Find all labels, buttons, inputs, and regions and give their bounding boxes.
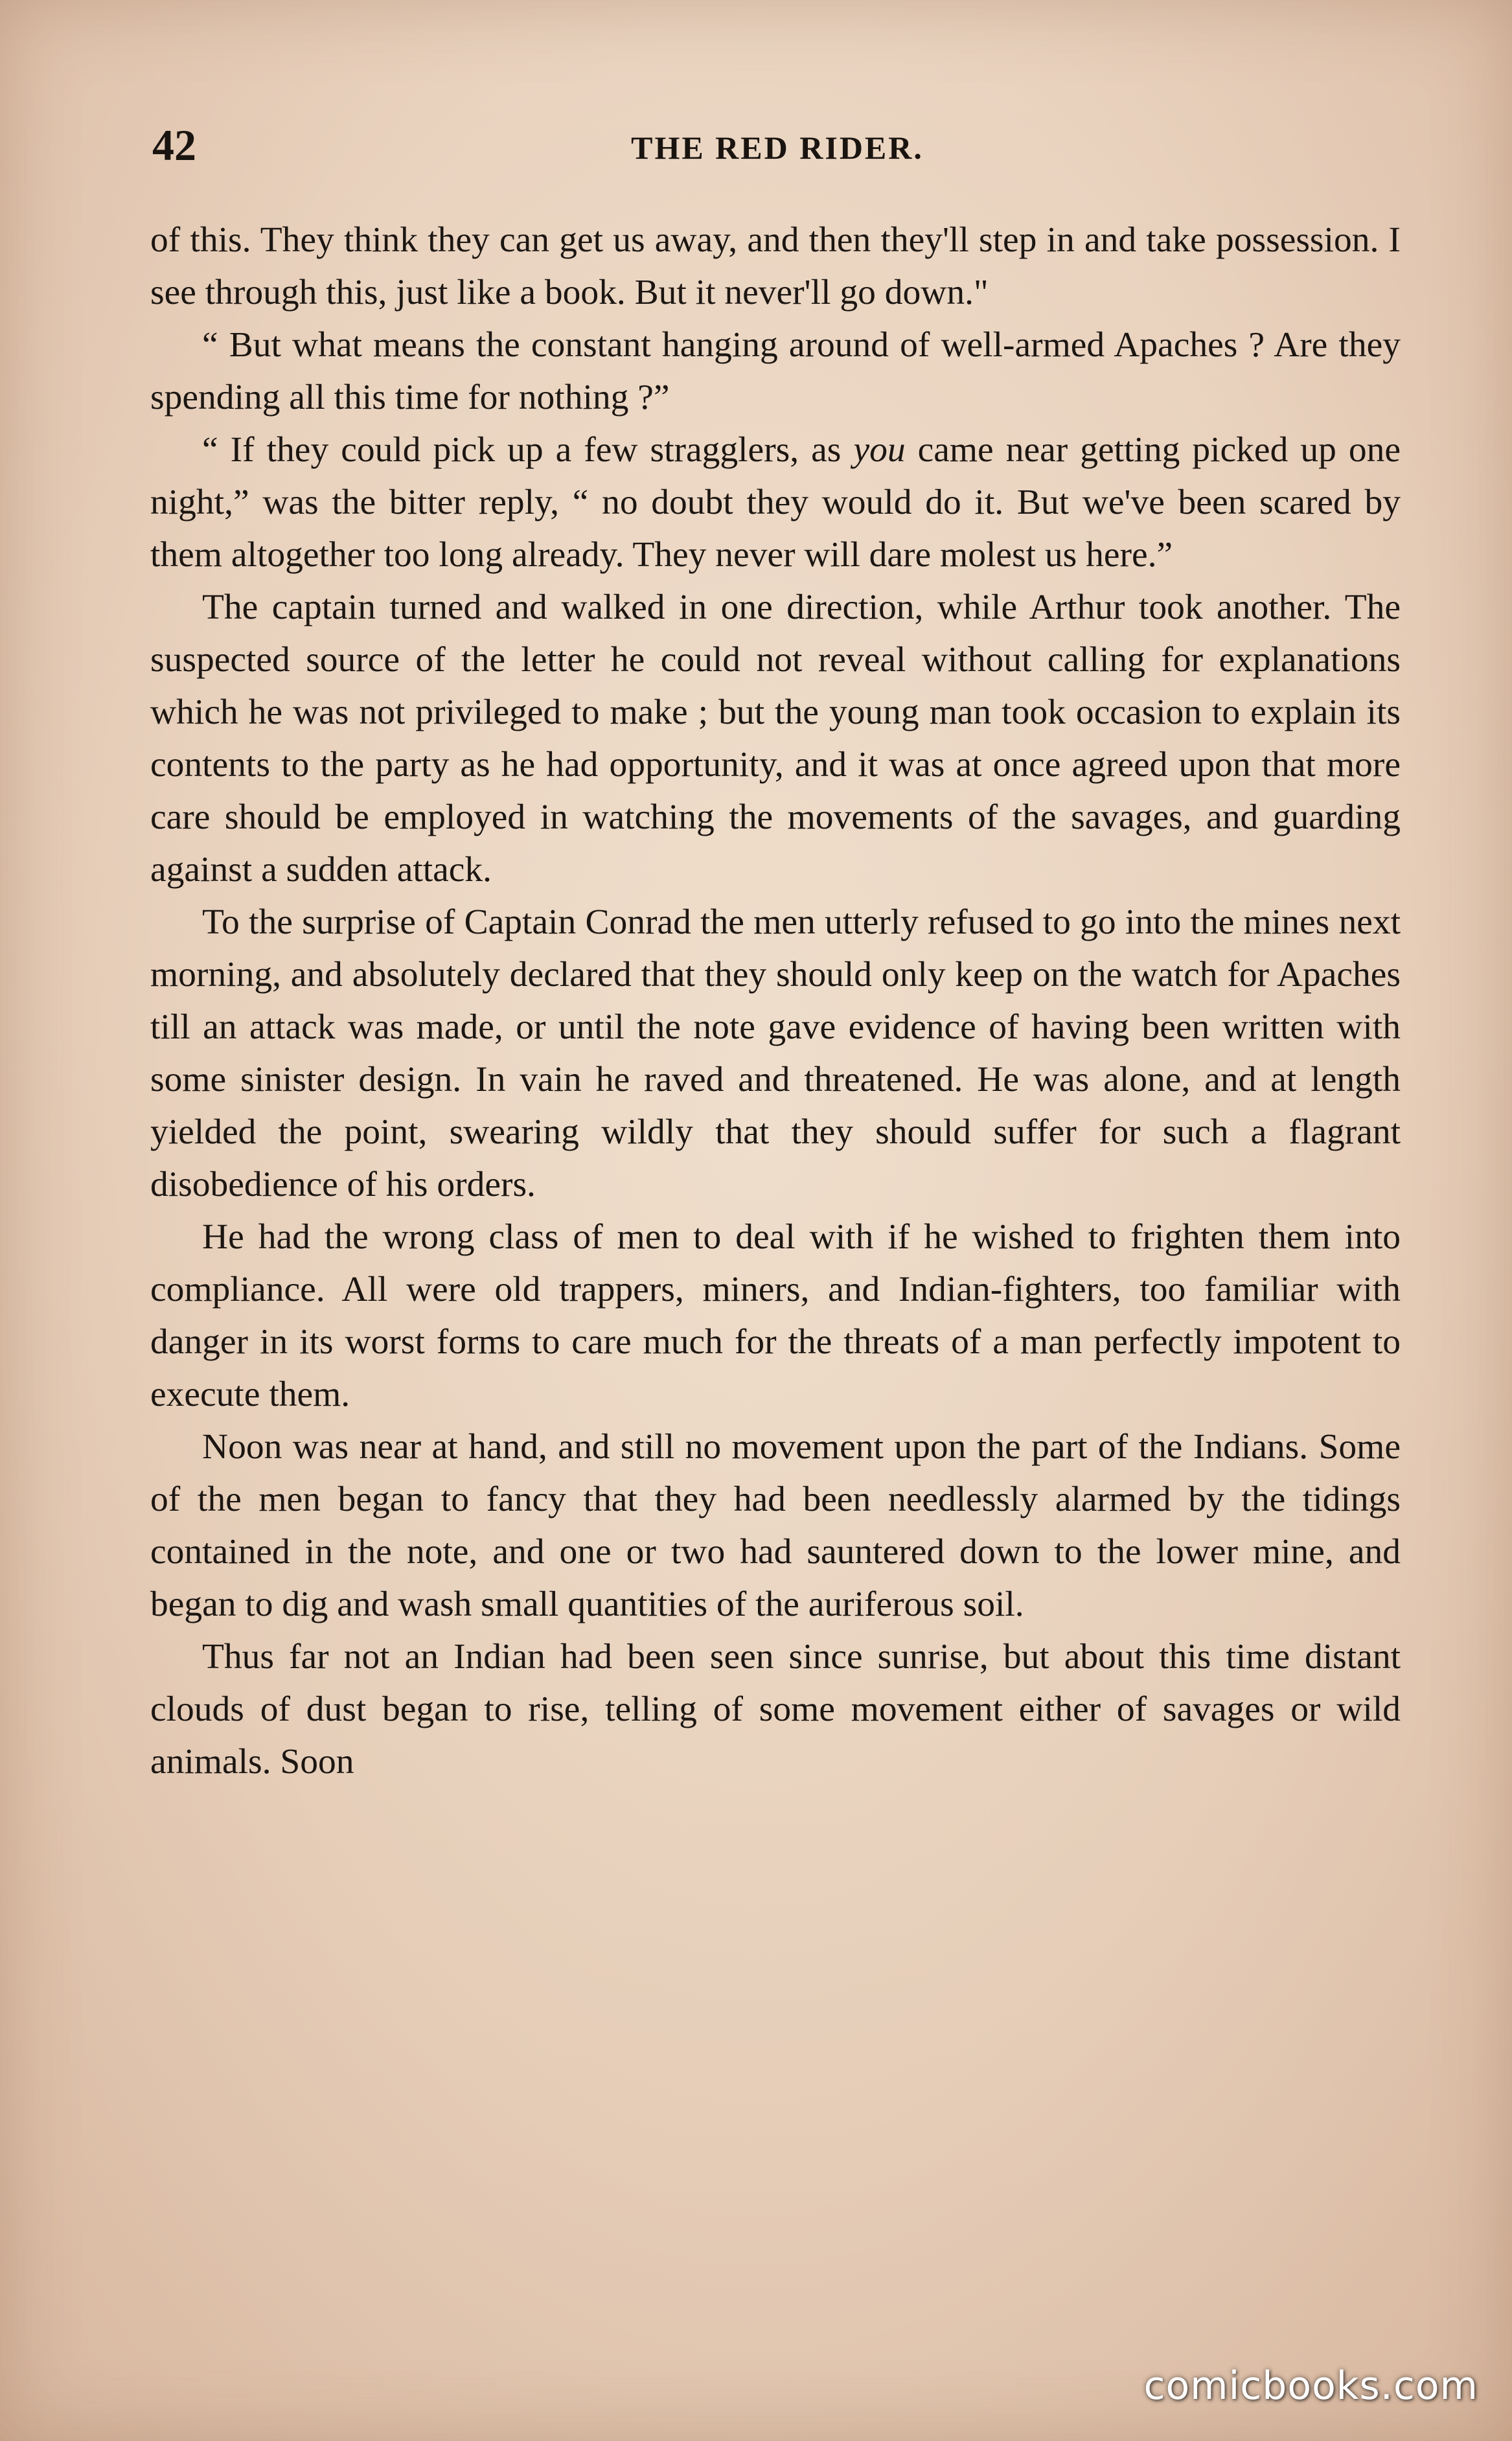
page-header [152,120,1403,172]
body-text [150,214,1401,1788]
paragraph-3-part-2: came near getting picked up one night,” was the bitter reply, “ no doubt they would do it. But we've been scared by them altogether too long already. They never will dare molest us here.” [150,430,1401,575]
paragraph-3 [150,424,1401,581]
paragraph-8: Thus far not an Indian had been seen since sunrise, but about this time distant clouds of dust began to rise, telling of some movement either of savages or wild animals. Soon [150,1637,1401,1782]
page-number: 42 [152,120,196,170]
watermark: comicbooks.com [1143,2363,1478,2409]
paragraph-3-emphasis: you [853,430,906,470]
paragraph-5: To the surprise of Captain Conrad the men utterly refused to go into the mines next morning, and absolutely declared that they should only keep on the watch for Apaches till an attack was made, or until the note gave evidence of having been written with some sinister design. In vain he raved and threatened. He was alone, and at length yielded the point, swearing wildly that they should suffer for such a flagrant disobedience of his orders. [150,902,1401,1204]
paragraph-4: The captain turned and walked in one direction, while Arthur took another. The suspected source of the letter he could not reveal without calling for explanations which he was not privileged to make ; but the young man took occasion to explain its contents to the party as he had opportunity, and it was at once agreed upon that more care should be employed in watching the movements of the savages, and guarding against a sudden attack. [150,588,1401,889]
running-title: THE RED RIDER. [631,130,924,166]
paragraph-3-part-1: “ If they could pick up a few stragglers, as [202,430,854,470]
paragraph-6: He had the wrong class of men to deal with if he wished to frighten them into compliance. All were old trappers, miners, and Indian-fighters, too familiar with danger in its worst forms to care much for the threats of a man perfectly impotent to execute them. [150,1217,1401,1414]
paragraph-7: Noon was near at hand, and still no movement upon the part of the Indians. Some of the men began to fancy that they had been needlessly alarmed by the tidings contained in the note, and one or two had sauntered down to the lower mine, and began to dig and wash small quantities of the auriferous soil. [150,1427,1401,1624]
paragraph-1: of this. They think they can get us away, and then they'll step in and take possession. I see through this, just like a book. But it never'll go down." [150,220,1401,312]
paragraph-2: “ But what means the constant hanging around of well-armed Apaches ? Are they spending all this time for nothing ?” [150,325,1401,417]
